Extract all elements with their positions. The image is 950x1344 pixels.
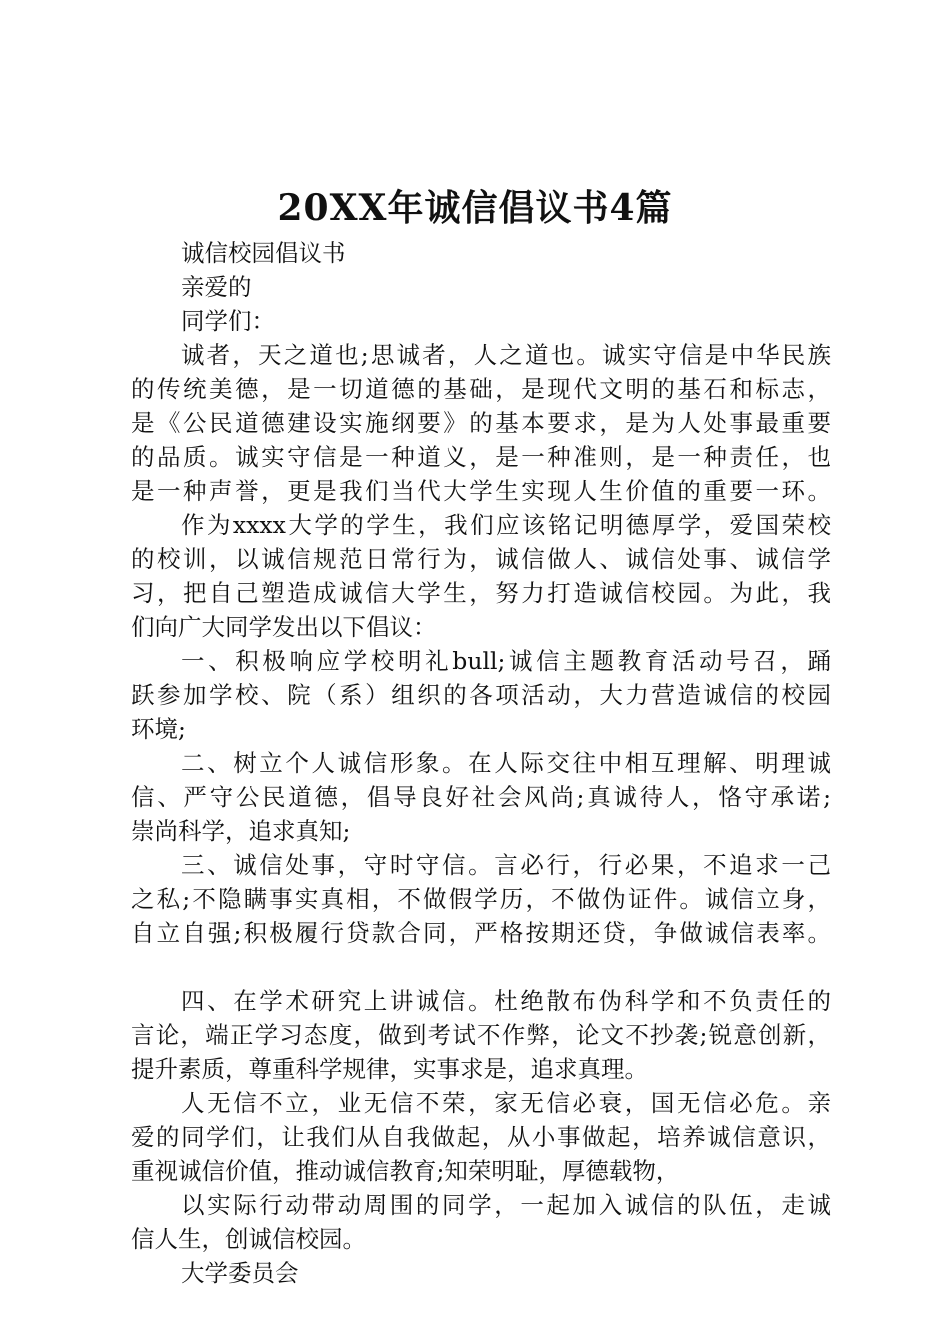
text-line: 的校训，以诚信规范日常行为，诚信做人、诚信处事、诚信学 [131, 545, 831, 573]
text-line: 是一种声誉，更是我们当代大学生实现人生价值的重要一环。 [131, 477, 831, 505]
text-line: 作为xxxx大学的学生，我们应该铭记明德厚学，爱国荣校 [181, 511, 831, 539]
text-line: 的传统美德，是一切道德的基础，是现代文明的基石和标志， [131, 375, 831, 403]
document-body [131, 236, 831, 1290]
text-line: 是《公民道德建设实施纲要》的基本要求，是为人处事最重要 [131, 409, 831, 437]
text-line: 三、诚信处事，守时守信。言必行，行必果，不追求一己 [181, 851, 831, 879]
text-line: 二、树立个人诚信形象。在人际交往中相互理解、明理诚 [181, 749, 831, 777]
text-line: 信人生，创诚信校园。 [131, 1225, 366, 1253]
blank-line [131, 950, 831, 984]
text-line: 大学委员会 [181, 1259, 299, 1287]
text-line: 环境; [131, 715, 186, 743]
document-title: 20XX年诚信倡议书4篇 [277, 187, 673, 229]
text-line: 之私;不隐瞒事实真相，不做假学历，不做伪证件。诚信立身， [131, 885, 831, 913]
text-line: 跃参加学校、院（系）组织的各项活动，大力营造诚信的校园 [131, 681, 831, 709]
text-line: 习，把自己塑造成诚信大学生，努力打造诚信校园。为此，我 [131, 579, 831, 607]
text-line: 崇尚科学，追求真知; [131, 817, 351, 845]
text-line: 们向广大同学发出以下倡议： [131, 613, 437, 641]
text-line: 自立自强;积极履行贷款合同，严格按期还贷，争做诚信表率。 [131, 919, 831, 947]
text-line: 诚者，天之道也;思诚者，人之道也。诚实守信是中华民族 [181, 341, 831, 369]
text-line: 诚信校园倡议书 [181, 239, 346, 267]
text-line: 人无信不立，业无信不荣，家无信必衰，国无信必危。亲 [181, 1089, 831, 1117]
text-line: 的品质。诚实守信是一种道义，是一种准则，是一种责任，也 [131, 443, 831, 471]
text-line: 四、在学术研究上讲诚信。杜绝散布伪科学和不负责任的 [181, 987, 831, 1015]
text-line: 提升素质，尊重科学规律，实事求是，追求真理。 [131, 1055, 648, 1083]
text-line: 亲爱的 [181, 273, 252, 301]
text-line: 重视诚信价值，推动诚信教育;知荣明耻，厚德载物， [131, 1157, 680, 1185]
text-line: 爱的同学们，让我们从自我做起，从小事做起，培养诚信意识， [131, 1123, 831, 1151]
text-line: 以实际行动带动周围的同学，一起加入诚信的队伍，走诚 [181, 1191, 831, 1219]
text-line: 言论，端正学习态度，做到考试不作弊，论文不抄袭;锐意创新， [131, 1021, 831, 1049]
text-line: 信、严守公民道德，倡导良好社会风尚;真诚待人，恪守承诺; [131, 783, 831, 811]
text-line: 一、积极响应学校明礼bull;诚信主题教育活动号召，踊 [181, 647, 831, 675]
text-line: 同学们： [181, 307, 275, 335]
